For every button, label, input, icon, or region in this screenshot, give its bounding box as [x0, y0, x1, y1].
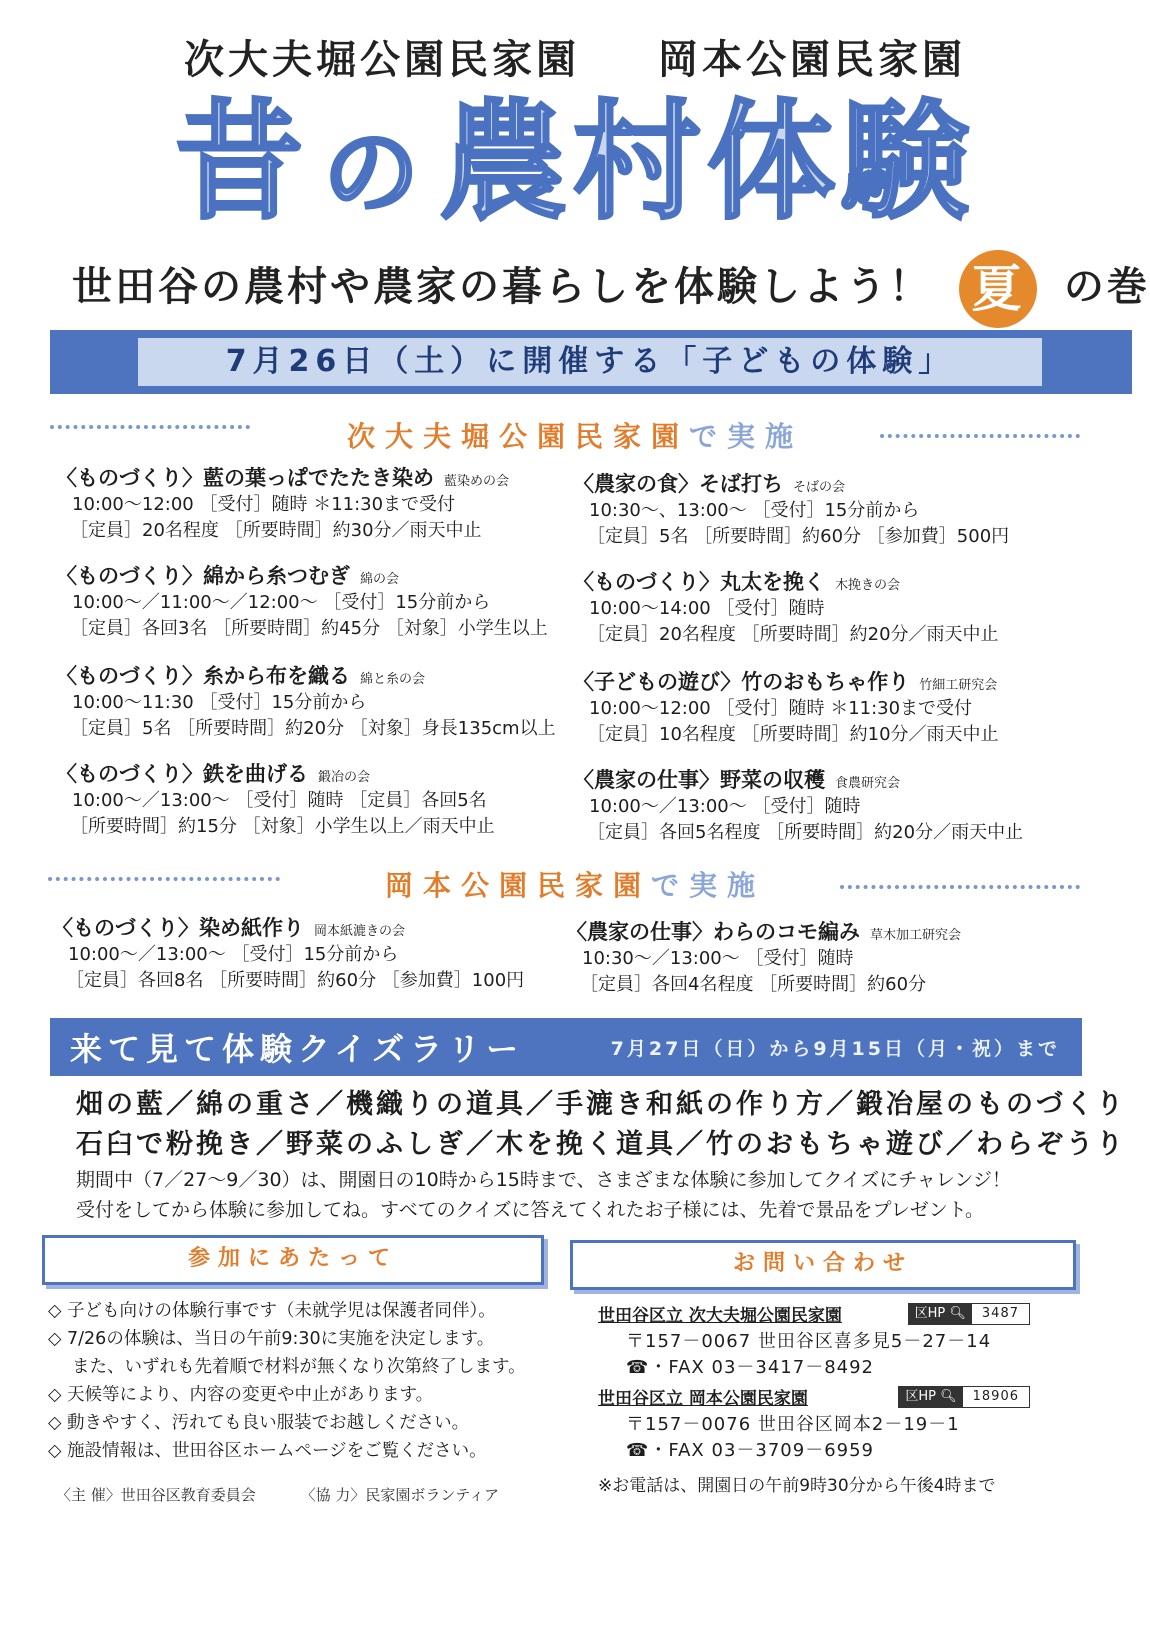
cooperation: 〈協 力〉民家園ボランティア	[300, 1486, 500, 1504]
event-details: ［定員］5名 ［所要時間］約60分 ［参加費］500円	[587, 526, 1010, 547]
section-b-suffix: で実施	[651, 869, 766, 902]
section-a-venue: 次大夫堀公園民家園	[346, 420, 689, 453]
facility-address: 〒157－0076 世田谷区岡本2－19－1	[626, 1414, 960, 1435]
venue-b-name: 岡本公園民家園	[657, 37, 966, 83]
kids-event-banner-text: 7月26日（土）に開催する「子どもの体験」	[138, 338, 1042, 386]
quiz-items-line-2: 石臼で粉挽き／野菜のふしぎ／木を挽く道具／竹のおもちゃ遊び／わらぞうり	[76, 1129, 1126, 1160]
event-details: ［定員］20名程度 ［所要時間］約20分／雨天中止	[587, 624, 999, 645]
hp-number: 3487	[981, 1306, 1019, 1321]
event-title: 〈子どもの遊び〉竹のおもちゃ作り 竹細工研究会	[573, 670, 998, 694]
event-schedule: 10:00～12:00 ［受付］随時 ＊11:30まで受付	[589, 698, 973, 719]
event-schedule: 10:00～／13:00～ ［受付］15分前から	[68, 944, 399, 965]
event-card	[56, 758, 566, 840]
search-icon: 🔍︎	[940, 1389, 957, 1404]
quiz-period: 7月27日（日）から9月15日（月・祝）まで	[610, 1038, 1060, 1060]
event-group: 岡本紙漉きの会	[314, 924, 406, 939]
event-schedule: 10:00～14:00 ［受付］随時	[589, 598, 825, 619]
event-group: 綿の会	[360, 572, 400, 587]
participation-heading: 参加にあたって	[42, 1235, 544, 1285]
event-details: ［所要時間］約15分 ［対象］小学生以上／雨天中止	[70, 816, 495, 837]
event-card	[56, 660, 566, 742]
event-details: ［定員］20名程度 ［所要時間］約30分／雨天中止	[70, 520, 482, 541]
event-details: ［定員］各回5名程度 ［所要時間］約20分／雨天中止	[587, 822, 1024, 843]
footer-credits	[56, 1484, 499, 1505]
event-title: 〈ものづくり〉糸から布を織る 綿と糸の会	[56, 664, 426, 688]
event-title: 〈ものづくり〉鉄を曲げる 鍛冶の会	[56, 762, 371, 786]
subtitle	[72, 250, 1150, 328]
event-schedule: 10:00～／13:00～ ［受付］随時	[589, 796, 861, 817]
hp-number: 18906	[972, 1389, 1019, 1404]
title-part-1: 昔	[174, 88, 309, 237]
note-item: また、いずれも先着順で材料が無くなり次第終了します。	[72, 1357, 526, 1377]
event-group: 木挽きの会	[835, 578, 901, 593]
venue-a-name: 次大夫堀公園民家園	[184, 37, 581, 83]
event-group: 竹細工研究会	[919, 678, 998, 693]
event-title: 〈農家の仕事〉わらのコモ編み 草木加工研究会	[566, 920, 962, 944]
facility-phone: ☎・FAX 03－3417－8492	[626, 1357, 875, 1378]
event-details: ［定員］5名 ［所要時間］約20分 ［対象］身長135cm以上	[70, 718, 556, 739]
event-details: ［定員］各回8名 ［所要時間］約60分 ［参加費］100円	[66, 970, 525, 991]
contact-facility	[598, 1303, 1078, 1381]
event-title: 〈ものづくり〉染め紙作り 岡本紙漉きの会	[52, 916, 406, 940]
event-group: 草木加工研究会	[870, 928, 962, 943]
event-schedule: 10:00～12:00 ［受付］随時 ＊11:30まで受付	[72, 494, 456, 515]
organizer: 〈主 催〉世田谷区教育委員会	[56, 1486, 256, 1504]
note-item: ◇ 子ども向けの体験行事です（未就学児は保護者同伴）。	[48, 1301, 496, 1321]
main-title	[0, 88, 1150, 248]
event-schedule: 10:00～／11:00～／12:00～ ［受付］15分前から	[72, 592, 491, 613]
event-schedule: 10:00～／13:00～ ［受付］随時 ［定員］各回5名	[72, 790, 487, 811]
event-group: そばの会	[793, 480, 846, 495]
venue-names	[0, 28, 1150, 85]
subtitle-text: 世田谷の農村や農家の暮らしを体験しよう！	[72, 264, 932, 310]
section-heading-b	[0, 864, 1150, 904]
hp-id-box	[898, 1386, 1030, 1408]
event-card	[573, 566, 1083, 648]
note-item: ◇ 天候等により、内容の変更や中止があります。	[48, 1385, 434, 1405]
event-card	[573, 468, 1083, 550]
season-suffix: の巻	[1063, 264, 1150, 310]
event-schedule: 10:30～、13:00～ ［受付］15分前から	[589, 500, 920, 521]
quiz-description	[76, 1165, 1086, 1225]
event-card	[52, 912, 562, 994]
event-title: 〈農家の食〉そば打ち そばの会	[573, 472, 846, 496]
facility-phone: ☎・FAX 03－3709－6959	[626, 1440, 875, 1461]
event-card	[56, 462, 566, 544]
event-title: 〈農家の仕事〉野菜の収穫 食農研究会	[573, 768, 901, 792]
season-badge: 夏	[959, 250, 1037, 328]
title-part-2: 農村体験	[439, 88, 976, 237]
event-group: 藍染めの会	[444, 474, 510, 489]
event-group: 食農研究会	[835, 776, 901, 791]
facility-name: 世田谷区立 岡本公園民家園	[598, 1389, 808, 1409]
kids-event-banner	[50, 330, 1132, 394]
quiz-items-line-1: 畑の藍／綿の重さ／機織りの道具／手漉き和紙の作り方／鍛冶屋のものづくり	[76, 1089, 1126, 1120]
event-title: 〈ものづくり〉藍の葉っぱでたたき染め 藍染めの会	[56, 466, 510, 490]
section-a-suffix: で実施	[689, 420, 804, 453]
event-details: ［定員］各回3名 ［所要時間］約45分 ［対象］小学生以上	[70, 618, 548, 639]
section-heading-a	[0, 415, 1150, 455]
event-title: 〈ものづくり〉丸太を挽く 木挽きの会	[573, 570, 901, 594]
facility-name: 世田谷区立 次大夫堀公園民家園	[598, 1306, 842, 1326]
event-schedule: 10:00～11:30 ［受付］15分前から	[72, 692, 367, 713]
note-item: ◇ 動きやすく、汚れても良い服装でお越しください。	[48, 1413, 470, 1433]
event-group: 綿と糸の会	[360, 672, 426, 687]
quiz-title: 来て見て体験クイズラリー	[70, 1030, 525, 1068]
event-title: 〈ものづくり〉綿から糸つむぎ 綿の会	[56, 564, 400, 588]
note-item: ◇ 7/26の体験は、当日の午前9:30に実施を決定します。	[48, 1329, 495, 1349]
quiz-description-line-1: 期間中（7／27～9／30）は、開園日の10時から15時まで、さまざまな体験に参加してクイズにチャレンジ！	[76, 1169, 1011, 1191]
event-card	[573, 764, 1083, 846]
facility-address: 〒157－0067 世田谷区喜多見5－27－14	[626, 1331, 992, 1352]
title-particle: の	[323, 117, 425, 229]
contact-heading: お問い合わせ	[570, 1240, 1076, 1290]
quiz-description-line-2: 受付をしてから体験に参加してね。すべてのクイズに答えてくれたお子様には、先着で景品をプレゼント。	[76, 1199, 985, 1221]
event-details: ［定員］10名程度 ［所要時間］約10分／雨天中止	[587, 724, 999, 745]
event-details: ［定員］各回4名程度 ［所要時間］約60分	[580, 974, 927, 995]
event-schedule: 10:30～／13:00～ ［受付］随時	[582, 948, 854, 969]
section-b-venue: 岡本公園民家園	[384, 869, 651, 902]
hp-label: 区HP 🔍︎	[899, 1387, 962, 1407]
quiz-rally-banner	[50, 1018, 1082, 1076]
event-card	[573, 666, 1083, 748]
event-card	[56, 560, 566, 642]
hp-id-box	[908, 1303, 1030, 1325]
event-group: 鍛冶の会	[318, 770, 371, 785]
hp-label: 区HP 🔍︎	[909, 1304, 972, 1324]
note-item: ◇ 施設情報は、世田谷区ホームページをご覧ください。	[48, 1441, 487, 1461]
event-card	[566, 916, 1076, 998]
search-icon: 🔍︎	[949, 1306, 966, 1321]
participation-notes	[48, 1297, 568, 1465]
contact-facility	[598, 1386, 1078, 1464]
phone-hours-note: ※お電話は、開園日の午前9時30分から午後4時まで	[598, 1476, 996, 1496]
